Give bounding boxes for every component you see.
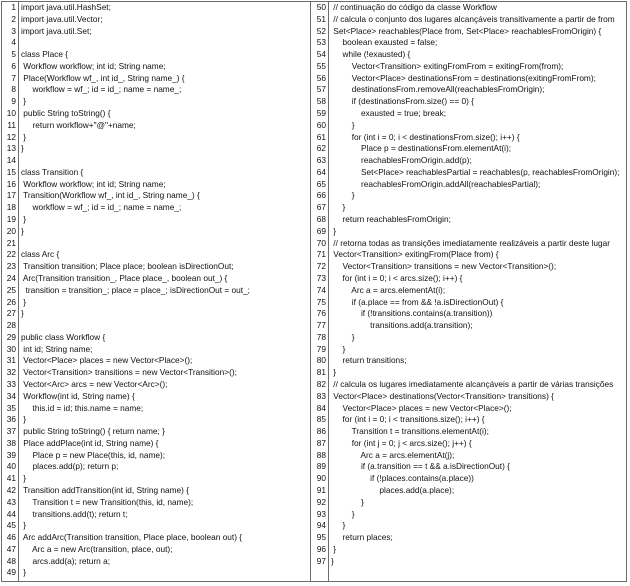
line-number: 78: [316, 331, 326, 342]
code-line: [1, 273, 311, 285]
code-text: }: [21, 414, 27, 425]
code-line: [1, 226, 311, 238]
line-number: 17: [6, 190, 16, 201]
code-text: Transition(Workflow wf_, int id_, String name_) {: [21, 190, 200, 201]
code-text: class Arc {: [21, 249, 60, 260]
code-text: Place addPlace(int id, String name) {: [21, 437, 159, 448]
line-number: 37: [6, 426, 16, 437]
code-text: places.add(p); return p;: [21, 461, 119, 472]
line-number: 87: [316, 437, 326, 448]
code-line: [1, 332, 311, 344]
line-number: 80: [316, 355, 326, 366]
code-text: transitions.add(t); return t;: [21, 508, 128, 519]
line-number: 51: [316, 13, 326, 24]
line-number: 85: [316, 414, 326, 425]
line-number: 18: [6, 202, 16, 213]
line-number: 27: [6, 308, 16, 319]
line-number: 71: [316, 249, 326, 260]
code-text: Vector<Place> places = new Vector<Place>();: [21, 355, 193, 366]
code-line: [1, 73, 311, 85]
line-number: 63: [316, 155, 326, 166]
code-text: Arc a = arcs.elementAt(j);: [331, 449, 455, 460]
code-line: [311, 14, 627, 26]
code-line: [1, 461, 311, 473]
line-number: 41: [6, 473, 16, 484]
code-line: [311, 143, 627, 155]
line-number: 2: [11, 13, 16, 24]
line-number: 77: [316, 320, 326, 331]
code-text: // continuação do código da classe Workflow: [331, 2, 497, 12]
code-text: Place p = new Place(this, id, name);: [21, 449, 166, 460]
code-text: Place p = destinationsFrom.elementAt(i);: [331, 143, 512, 154]
code-line: [1, 2, 311, 14]
code-text: for (int i = 0; i < arcs.size(); i++) {: [331, 272, 463, 283]
code-text: return workflow+"@"+name;: [21, 119, 136, 130]
code-line: [1, 438, 311, 450]
line-number: 90: [316, 473, 326, 484]
code-text: Vector<Transition> exitingFromFrom = exitingFrom(from);: [331, 60, 564, 71]
code-line: [1, 96, 311, 108]
line-number: 72: [316, 261, 326, 272]
line-number: 10: [6, 108, 16, 119]
code-text: import java.util.Vector;: [21, 13, 103, 24]
line-number: 83: [316, 390, 326, 401]
line-number: 74: [316, 284, 326, 295]
code-line: [1, 49, 311, 61]
code-text: Set<Place> reachables(Place from, Set<Place> reachablesFromOrigin) {: [331, 25, 602, 36]
code-line: [311, 450, 627, 462]
code-text: }: [21, 296, 27, 307]
line-number: 12: [6, 131, 16, 142]
line-number: 58: [316, 96, 326, 107]
code-text: Set<Place> reachablesPartial = reachables(p, reachablesFromOrigin);: [331, 166, 620, 177]
line-number: 31: [6, 355, 16, 366]
code-line: [311, 320, 627, 332]
code-text: if (a.transition == t && a.isDirectionOut) {: [331, 461, 510, 472]
code-line: [1, 414, 311, 426]
code-line: [311, 426, 627, 438]
code-text: class Transition {: [21, 166, 84, 177]
code-text: if (!places.contains(a.place)): [331, 473, 474, 484]
code-line: [1, 391, 311, 403]
code-text: }: [21, 308, 24, 319]
line-number: 38: [6, 437, 16, 448]
line-number: 5: [11, 49, 16, 60]
line-number: 19: [6, 214, 16, 225]
line-number: 92: [316, 496, 326, 507]
code-line: [1, 344, 311, 356]
code-text: if (destinationsFrom.size() == 0) {: [331, 96, 474, 107]
code-text: import java.util.HashSet;: [21, 2, 111, 12]
line-number: 69: [316, 225, 326, 236]
code-line: [1, 320, 311, 332]
code-text: }: [331, 496, 364, 507]
code-text: Vector<Transition> transitions = new Vector<Transition>();: [21, 367, 237, 378]
code-text: // calcula o conjunto dos lugares alcançáveis transitivamente a partir de from: [331, 13, 615, 24]
line-number: 36: [6, 414, 16, 425]
code-line: [311, 379, 627, 391]
code-line: [1, 261, 311, 273]
code-line: [311, 61, 627, 73]
line-number: 89: [316, 461, 326, 472]
code-line: [311, 485, 627, 497]
code-text: Transition t = new Transition(this, id, name);: [21, 496, 194, 507]
code-line: [1, 214, 311, 226]
code-line: [311, 556, 627, 568]
code-text: reachablesFromOrigin.addAll(reachablesPartial);: [331, 178, 541, 189]
code-line: [311, 73, 627, 85]
code-text: }: [331, 508, 355, 519]
line-number: 95: [316, 532, 326, 543]
code-line: [1, 403, 311, 415]
code-text: public class Workflow {: [21, 331, 106, 342]
code-text: }: [331, 555, 334, 566]
code-line: [311, 249, 627, 261]
code-text: }: [331, 225, 337, 236]
code-text: }: [331, 520, 346, 531]
line-number: 33: [6, 378, 16, 389]
code-text: }: [21, 143, 24, 154]
code-text: reachablesFromOrigin.add(p);: [331, 155, 472, 166]
code-text: Workflow(int id, String name) {: [21, 390, 135, 401]
code-text: }: [331, 343, 346, 354]
line-number: 70: [316, 237, 326, 248]
code-text: for (int i = 0; i < destinationsFrom.size(); i++) {: [331, 131, 520, 142]
line-number: 20: [6, 225, 16, 236]
code-text: }: [331, 119, 355, 130]
code-line: [1, 190, 311, 202]
code-line: [1, 308, 311, 320]
code-text: Vector<Transition> exitingFrom(Place from) {: [331, 249, 499, 260]
code-text: class Place {: [21, 49, 69, 60]
code-text: }: [21, 225, 24, 236]
line-number: 61: [316, 131, 326, 142]
code-line: [1, 238, 311, 250]
code-line: [311, 403, 627, 415]
code-text: }: [21, 567, 27, 578]
line-number: 39: [6, 449, 16, 460]
code-line: [311, 179, 627, 191]
line-number: 76: [316, 308, 326, 319]
code-text: places.add(a.place);: [331, 484, 455, 495]
line-number: 1: [11, 2, 16, 12]
code-text: import java.util.Set;: [21, 25, 92, 36]
line-number: 59: [316, 108, 326, 119]
line-number: 82: [316, 378, 326, 389]
code-column-left: [1, 1, 311, 582]
code-line: [1, 367, 311, 379]
code-line: [311, 544, 627, 556]
code-line: [311, 84, 627, 96]
line-number: 22: [6, 249, 16, 260]
code-text: Arc a = arcs.elementAt(i);: [331, 284, 446, 295]
code-text: Arc a = new Arc(transition, place, out);: [21, 543, 173, 554]
code-text: }: [21, 473, 27, 484]
code-text: for (int i = 0; i < transitions.size(); i++) {: [331, 414, 485, 425]
code-text: transitions.add(a.transition);: [331, 320, 473, 331]
code-line: [1, 426, 311, 438]
code-line: [1, 14, 311, 26]
line-number: 44: [6, 508, 16, 519]
line-number: 57: [316, 84, 326, 95]
code-line: [311, 344, 627, 356]
code-text: Arc(Transition transition_, Place place_, boolean out_) {: [21, 272, 228, 283]
code-text: for (int j = 0; j < arcs.size(); j++) {: [331, 437, 472, 448]
line-number: 94: [316, 520, 326, 531]
line-number: 7: [11, 72, 16, 83]
code-line: [311, 497, 627, 509]
code-line: [1, 556, 311, 568]
code-line: [311, 49, 627, 61]
line-number: 14: [6, 155, 16, 166]
line-number: 23: [6, 261, 16, 272]
line-number: 97: [316, 555, 326, 566]
code-line: [1, 485, 311, 497]
code-text: Vector<Arc> arcs = new Vector<Arc>();: [21, 378, 168, 389]
code-text: // calcula os lugares imediatamente alcançáveis a partir de várias transições: [331, 378, 614, 389]
line-number: 79: [316, 343, 326, 354]
code-line: [311, 273, 627, 285]
code-text: Place(Workflow wf_, int id_, String name_) {: [21, 72, 185, 83]
code-text: public String toString() { return name; }: [21, 426, 165, 437]
code-line: [311, 438, 627, 450]
line-number: 68: [316, 214, 326, 225]
code-text: this.id = id; this.name = name;: [21, 402, 144, 413]
code-text: }: [21, 520, 27, 531]
line-number: 32: [6, 367, 16, 378]
line-number: 11: [7, 119, 16, 130]
code-text: arcs.add(a); return a;: [21, 555, 110, 566]
code-line: [1, 297, 311, 309]
line-number: 65: [316, 178, 326, 189]
line-number: 48: [6, 555, 16, 566]
code-text: }: [331, 367, 337, 378]
code-line: [311, 297, 627, 309]
line-number: 91: [316, 484, 326, 495]
code-text: return reachablesFromOrigin;: [331, 214, 451, 225]
code-line: [1, 167, 311, 179]
line-number: 75: [316, 296, 326, 307]
line-number: 8: [11, 84, 16, 95]
line-number: 26: [6, 296, 16, 307]
code-text: workflow = wf_; id = id_; name = name_;: [21, 84, 182, 95]
code-line: [311, 367, 627, 379]
line-number: 15: [6, 166, 16, 177]
code-line: [1, 355, 311, 367]
line-number: 45: [6, 520, 16, 531]
code-line: [311, 226, 627, 238]
line-number: 55: [316, 60, 326, 71]
code-line: [311, 202, 627, 214]
code-text: Vector<Place> destinationsFrom = destinations(exitingFromFrom);: [331, 72, 596, 83]
line-number: 21: [6, 237, 16, 248]
line-number: 81: [316, 367, 326, 378]
code-line: [311, 532, 627, 544]
code-line: [311, 37, 627, 49]
code-text: }: [331, 202, 346, 213]
line-number: 29: [6, 331, 16, 342]
line-number: 40: [6, 461, 16, 472]
line-number: 13: [6, 143, 16, 154]
line-number: 9: [11, 96, 16, 107]
code-line: [1, 379, 311, 391]
code-line: [311, 2, 627, 14]
code-text: transition = transition_; place = place_; isDirectionOut = out_;: [21, 284, 250, 295]
code-line: [311, 461, 627, 473]
line-number: 88: [316, 449, 326, 460]
code-text: destinationsFrom.removeAll(reachablesFromOrigin);: [331, 84, 545, 95]
code-line: [311, 509, 627, 521]
line-number: 56: [316, 72, 326, 83]
code-text: }: [21, 131, 27, 142]
code-line: [311, 26, 627, 38]
code-text: }: [21, 214, 27, 225]
code-line: [311, 155, 627, 167]
code-line: [311, 473, 627, 485]
code-line: [311, 108, 627, 120]
line-number: 6: [11, 60, 16, 71]
code-text: int id; String name;: [21, 343, 93, 354]
code-line: [1, 155, 311, 167]
line-number: 49: [6, 567, 16, 578]
code-text: Transition addTransition(int id, String name) {: [21, 484, 190, 495]
line-number: 93: [316, 508, 326, 519]
code-text: Transition t = transitions.elementAt(i);: [331, 426, 489, 437]
line-number: 84: [316, 402, 326, 413]
code-line: [1, 520, 311, 532]
code-text: public String toString() {: [21, 108, 111, 119]
line-number: 52: [316, 25, 326, 36]
line-number: 54: [316, 49, 326, 60]
code-line: [1, 509, 311, 521]
line-number: 62: [316, 143, 326, 154]
code-line: [1, 285, 311, 297]
code-line: [311, 355, 627, 367]
line-number: 24: [6, 272, 16, 283]
code-line: [1, 37, 311, 49]
code-text: // retorna todas as transições imediatamente realizáveis a partir deste lugar: [331, 237, 611, 248]
code-text: Vector<Place> places = new Vector<Place>();: [331, 402, 512, 413]
code-line: [311, 414, 627, 426]
code-line: [311, 285, 627, 297]
code-line: [1, 120, 311, 132]
line-number: 86: [316, 426, 326, 437]
line-number: 30: [6, 343, 16, 354]
code-text: boolean exausted = false;: [331, 37, 438, 48]
line-number: 16: [6, 178, 16, 189]
code-text: return places;: [331, 532, 393, 543]
code-line: [1, 497, 311, 509]
code-text: return transitions;: [331, 355, 407, 366]
code-line: [311, 238, 627, 250]
code-text: while (!exausted) {: [331, 49, 411, 60]
code-line: [1, 202, 311, 214]
code-text: workflow = wf_; id = id_; name = name_;: [21, 202, 182, 213]
code-line: [1, 450, 311, 462]
line-number: 28: [6, 320, 16, 331]
code-line: [311, 332, 627, 344]
line-number: 35: [6, 402, 16, 413]
code-line: [1, 143, 311, 155]
line-number: 64: [316, 166, 326, 177]
code-line: [311, 391, 627, 403]
code-text: Workflow workflow; int id; String name;: [21, 60, 166, 71]
line-number: 67: [316, 202, 326, 213]
line-number: 46: [6, 532, 16, 543]
code-line: [1, 532, 311, 544]
code-line: [1, 26, 311, 38]
code-text: Vector<Transition> transitions = new Vector<Transition>();: [331, 261, 557, 272]
code-text: if (a.place == from && !a.isDirectionOut) {: [331, 296, 504, 307]
code-text: if (!transitions.contains(a.transition)): [331, 308, 493, 319]
code-line: [311, 96, 627, 108]
code-text: }: [331, 331, 355, 342]
code-line: [1, 567, 311, 579]
code-text: }: [331, 190, 355, 201]
code-line: [1, 249, 311, 261]
code-line: [1, 544, 311, 556]
code-line: [1, 84, 311, 96]
line-number: 3: [11, 25, 16, 36]
code-line: [311, 167, 627, 179]
line-number: 50: [316, 2, 326, 12]
code-text: exausted = true; break;: [331, 108, 447, 119]
code-line: [311, 308, 627, 320]
line-number: 4: [11, 37, 16, 48]
line-number: 43: [6, 496, 16, 507]
line-number: 96: [316, 543, 326, 554]
code-line: [311, 214, 627, 226]
line-number: 42: [6, 484, 16, 495]
code-line: [1, 61, 311, 73]
code-line: [311, 132, 627, 144]
code-text: Workflow workflow; int id; String name;: [21, 178, 166, 189]
line-number: 66: [316, 190, 326, 201]
line-number: 34: [6, 390, 16, 401]
code-text: }: [21, 96, 27, 107]
code-column-right: [310, 1, 627, 582]
line-number: 25: [6, 284, 16, 295]
code-line: [1, 473, 311, 485]
line-number: 60: [316, 119, 326, 130]
code-text: Transition transition; Place place; boolean isDirectionOut;: [21, 261, 234, 272]
code-line: [311, 261, 627, 273]
line-number: 47: [6, 543, 16, 554]
code-line: [311, 190, 627, 202]
code-text: Vector<Place> destinations(Vector<Transition> transitions) {: [331, 390, 554, 401]
code-line: [1, 108, 311, 120]
line-number: 73: [316, 272, 326, 283]
code-line: [1, 179, 311, 191]
code-line: [311, 120, 627, 132]
code-line: [1, 132, 311, 144]
line-number: 53: [316, 37, 326, 48]
code-text: Arc addArc(Transition transition, Place place, boolean out) {: [21, 532, 243, 543]
code-line: [311, 520, 627, 532]
code-text: }: [331, 543, 337, 554]
